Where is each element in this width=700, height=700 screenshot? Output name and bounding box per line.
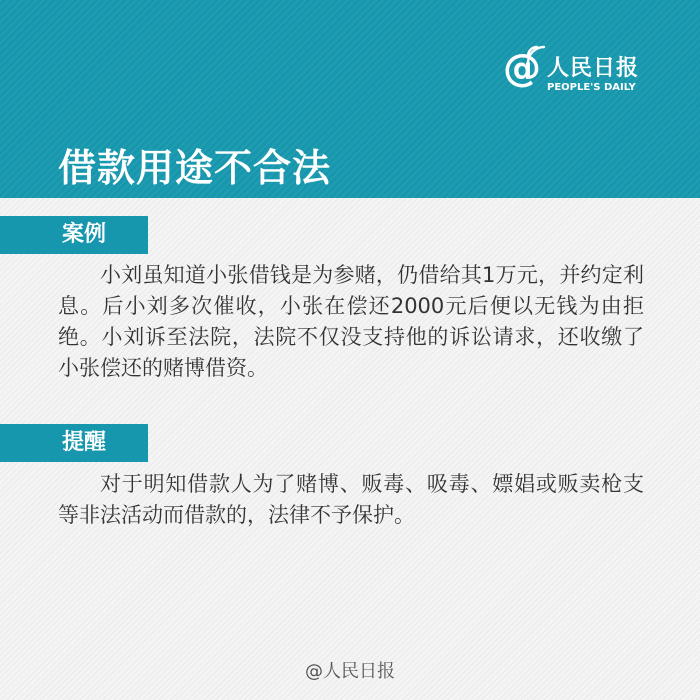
peoples-daily-logo (503, 44, 653, 98)
section-label-case: 案例 (0, 216, 148, 254)
logo-subtitle: PEOPLE'S DAILY (547, 82, 636, 93)
reminder-paragraph: 对于明知借款人为了赌博、贩毒、吸毒、嫖娼或贩卖枪支等非法活动而借款的，法律不予保护。 (58, 472, 644, 527)
page-title: 借款用途不合法 (58, 146, 332, 190)
case-paragraph: 小刘虽知道小张借钱是为参赌，仍借给其1万元，并约定利息。后小刘多次催收，小张在偿还2000元后便以无钱为由拒绝。小刘诉至法院，法院不仅没支持他的诉讼请求，还收缴了小张偿还的赌博借资。 (58, 263, 644, 380)
section-label-reminder: 提醒 (0, 424, 148, 462)
logo-at-symbol: @ (503, 46, 541, 90)
footer-watermark: @人民日报 (305, 661, 395, 682)
signal-waves-icon (525, 44, 547, 66)
logo-name: 人民日报 (547, 56, 640, 81)
header-banner (0, 0, 700, 198)
